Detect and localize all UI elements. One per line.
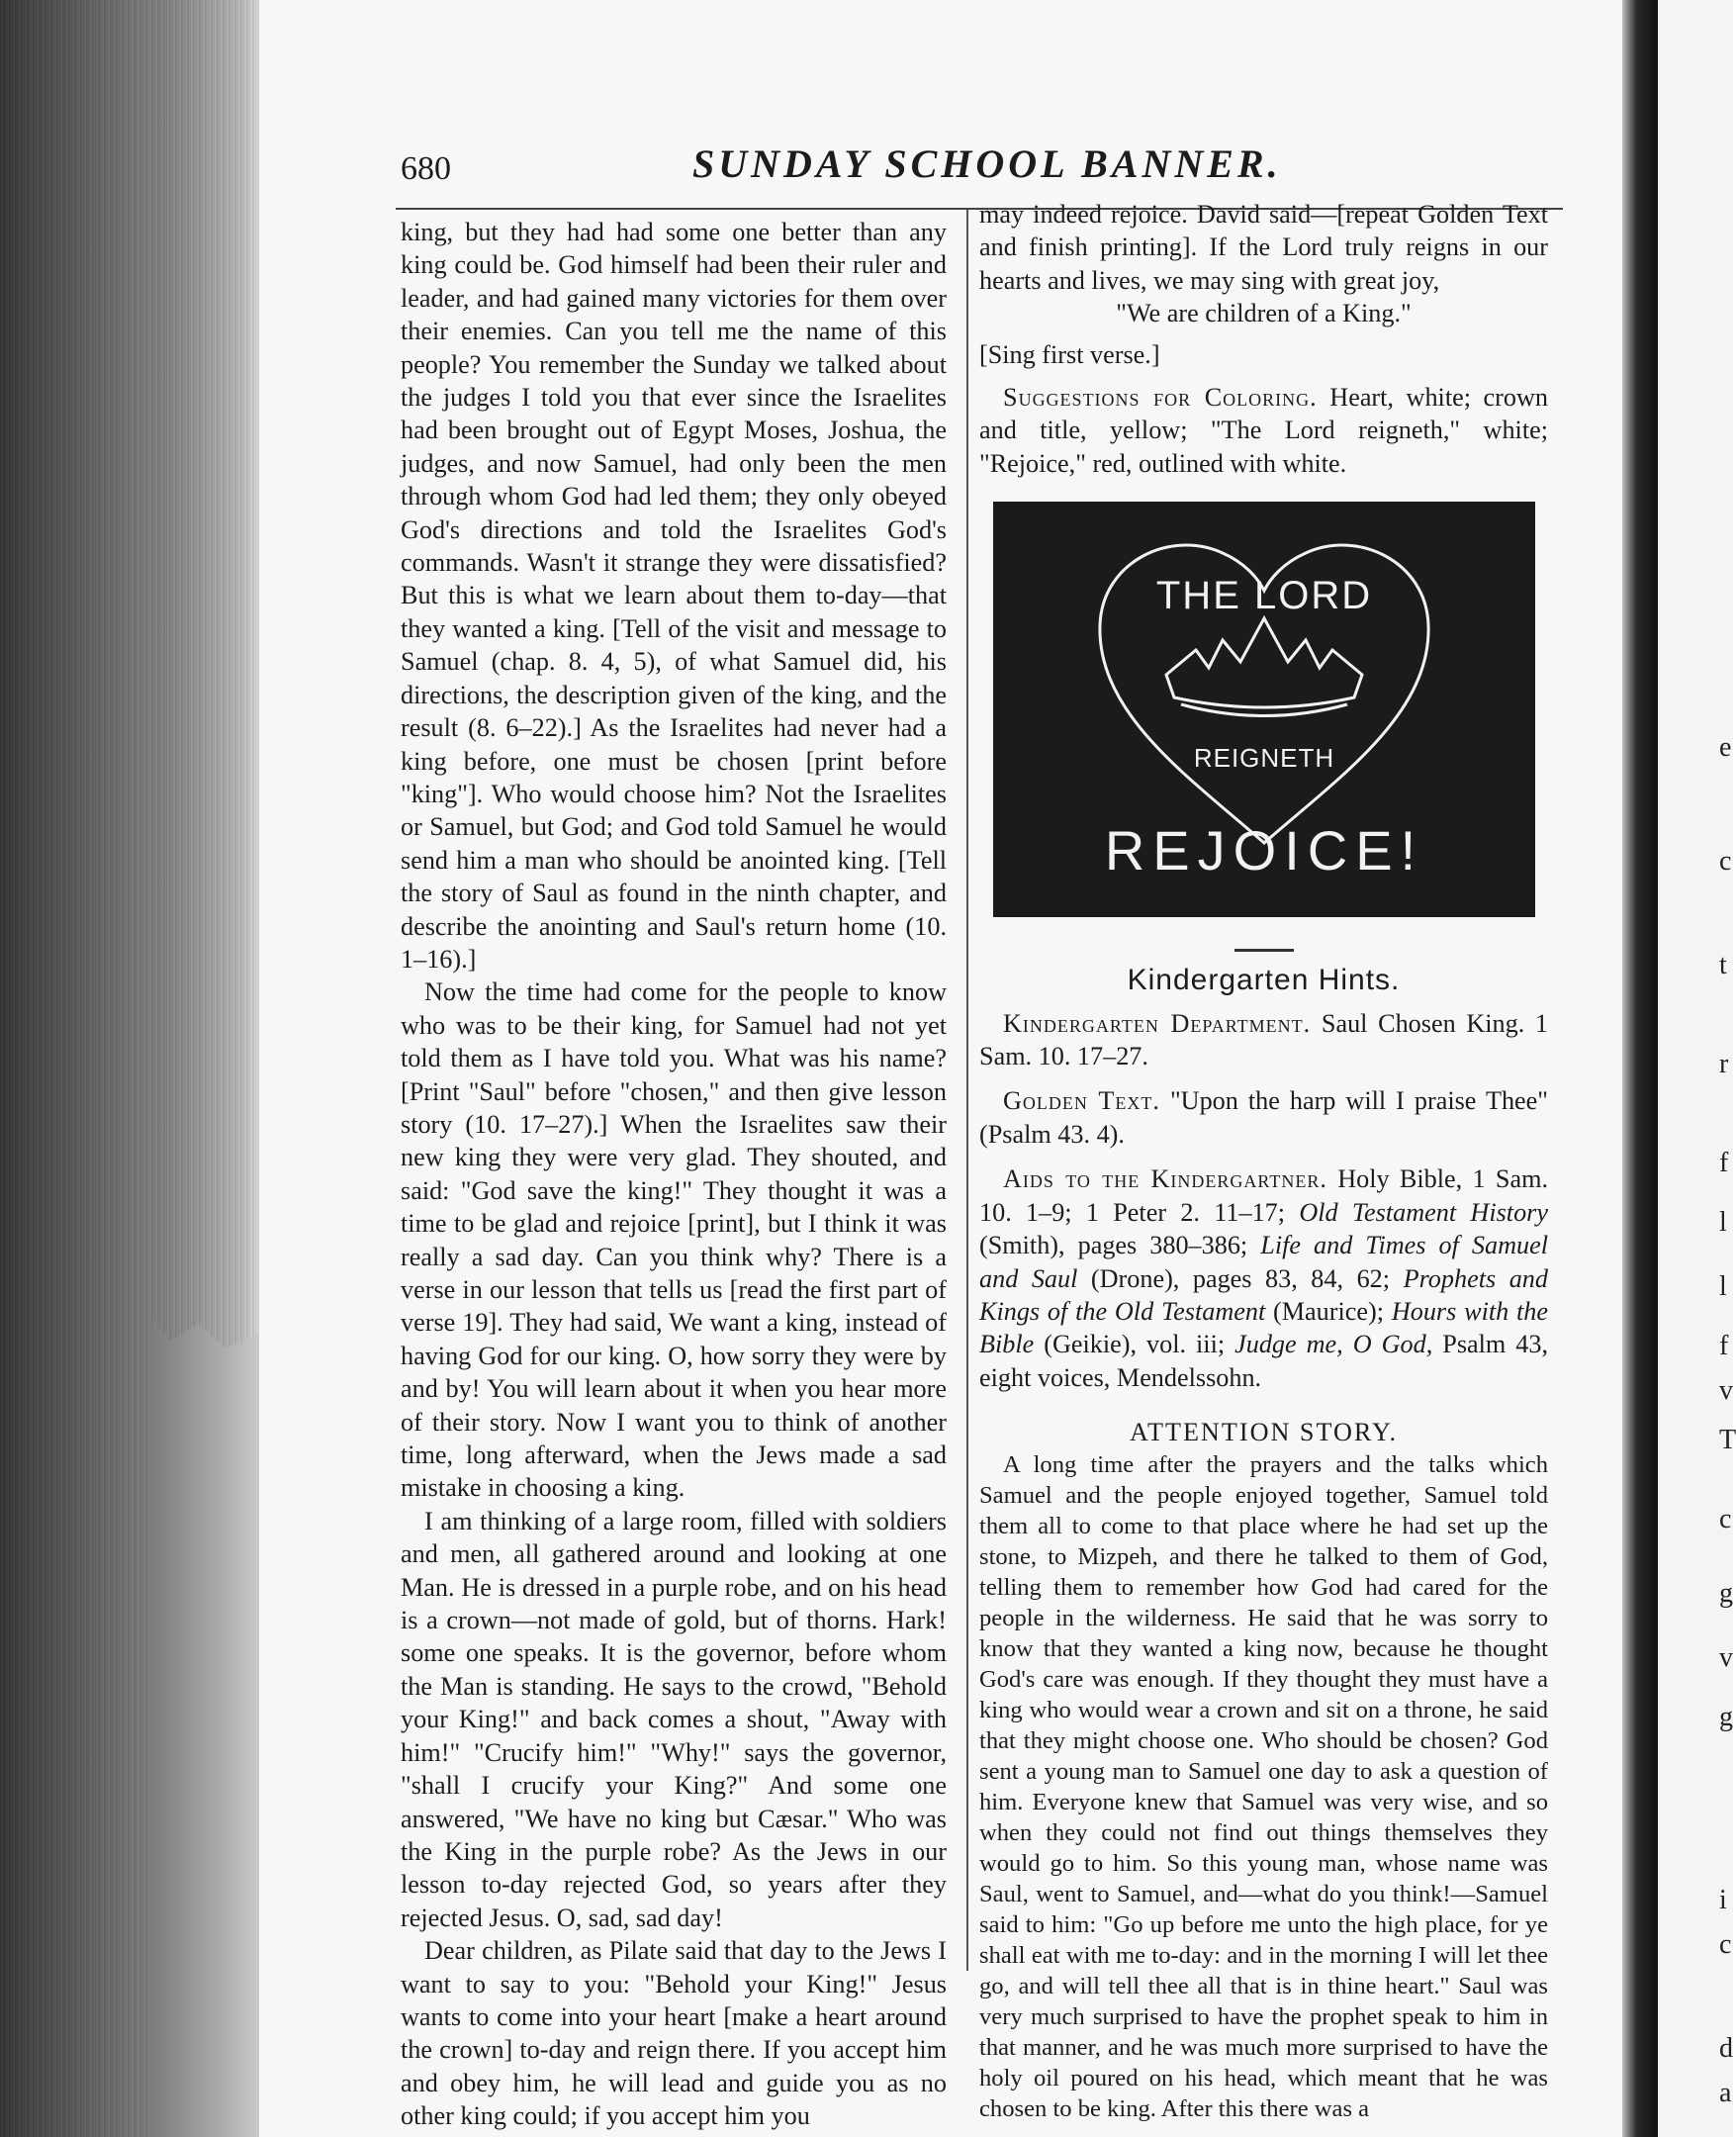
column-divider xyxy=(966,210,968,1971)
sing-instruction: [Sing first verse.] xyxy=(979,339,1160,369)
book-gutter xyxy=(1622,0,1658,2137)
next-page-letter: v xyxy=(1719,1375,1733,1406)
running-head: SUNDAY SCHOOL BANNER. xyxy=(692,141,1282,186)
paragraph: Dear children, as Pilate said that day to the Jews I want to say to you: "Behold your King!" Jesus wants to come into your heart [make a heart around the crown] to-day and reign there. If you accept him and obey him, he will lead and guide you as no other king could; if you accept him you xyxy=(401,1936,947,2131)
book-fore-edge-shadow xyxy=(148,1316,259,2137)
aids-text: (Geikie), vol. iii; xyxy=(1034,1330,1235,1359)
aids-label: Aids to the Kindergartner. xyxy=(1003,1164,1327,1194)
section-rule xyxy=(1234,949,1294,952)
golden-text: "Upon the harp will I praise Thee" (Psalm 43. 4). xyxy=(979,1086,1548,1149)
next-page-letter: i xyxy=(1719,1885,1727,1915)
aids-text: Holy Bible, 1 Sam. 10. 1–9; 1 Peter 2. 11–17; xyxy=(979,1164,1548,1227)
next-page-edge xyxy=(1658,0,1736,2137)
coloring-text: Heart, white; crown and title, yellow; "The Lord reigneth," white; "Rejoice," red, outlined with white. xyxy=(979,383,1548,478)
paragraph: may indeed rejoice. David said—[repeat Golden Text and finish printing]. If the Lord truly reigns in our hearts and lives, we may sing with great joy, xyxy=(979,200,1548,295)
story-heading: ATTENTION STORY. xyxy=(1129,1418,1399,1447)
next-page-letter: g xyxy=(1719,1702,1733,1732)
heart-crown-svg xyxy=(993,502,1535,917)
illustration-line3: REJOICE! xyxy=(1104,819,1423,883)
next-page-letter: l xyxy=(1719,1207,1727,1238)
aids-line xyxy=(979,1162,1548,1394)
next-page-letter: T xyxy=(1719,1425,1736,1455)
next-page-letter: d xyxy=(1719,2033,1733,2064)
next-page-letter: l xyxy=(1719,1271,1727,1302)
hymn-quote: "We are children of a King." xyxy=(1116,299,1412,328)
next-page-letter: c xyxy=(1719,1504,1732,1534)
next-page-letter: a xyxy=(1719,2078,1732,2108)
book-title: Old Testament History xyxy=(1299,1197,1548,1227)
next-page-letter: r xyxy=(1719,1049,1729,1079)
crown-icon xyxy=(1166,618,1362,707)
story-paragraph: A long time after the prayers and the talks which Samuel and the people enjoyed together, Samuel told them all to come to that place where he had set up the stone, to Mizpeh, and there he talked to them of God, telling them to remember how God had cared for the people in the wilderness. He said that he was sorry to know that they wanted a king now, because he thought God's care was enough. If they thought they must have a king who would wear a crown and sit on a throne, he said that they might choose one. Who should be chosen? God sent a young man to Samuel one day to ask a question of him. Everyone knew that Samuel was very wise, and so when they could not find out things themselves they would go to him. So this young man, whose name was Saul, went to Samuel, and—what do you think!—Samuel said to him: "Go up before me unto the high place, for ye shall eat with me to-day: and in the morning I will let thee go, and will tell thee all that is in thine heart." Saul was very much surprised to have the prophet speak to him in that manner, and he was much more surprised to have the holy oil poured on his head, which meant that he was chosen to be king. After this there was a xyxy=(979,1450,1548,2122)
golden-text-label: Golden Text. xyxy=(1003,1086,1160,1116)
aids-text: Psalm 43, eight voices, Mendelssohn. xyxy=(979,1330,1548,1392)
aids-text: (Drone), pages 83, 84, 62; xyxy=(1077,1263,1404,1293)
right-column xyxy=(979,198,1548,2124)
coloring-label: Suggestions for Coloring. xyxy=(1003,383,1318,413)
music-title: Judge me, O God, xyxy=(1234,1330,1433,1359)
paragraph: I am thinking of a large room, filled with soldiers and men, all gathered around and looking at one Man. He is dressed in a purple robe, and on his head is a crown—not made of gold, but of thorns. Hark! some one speaks. It is the governor, before whom the Man is standing. He says to the crowd, "Behold your King!" and back comes a shout, "Away with him!" "Crucify him!" "Why!" says the governor, "shall I crucify your King?" And some one answered, "We have no king but Cæsar." Who was the King in the purple robe? As the Jews in our lesson to-day rejected God, so years after they rejected Jesus. O, sad, sad day! xyxy=(401,1506,947,1932)
paragraph: Now the time had come for the people to know who was to be their king, for Samuel had not yet told them as I have told you. What was his name? [Print "Saul" before "chosen," and then give lesson story (10. 17–27).] When the Israelites saw their new king they were very glad. They shouted, and said: "God save the king!" They thought it was a time to be glad and rejoice [print], but I think it was really a sad day. Can you think why? There is a verse in our lesson that tells us [read the first part of verse 19]. They had said, We want a king, instead of having God for our king. O, how sorry they were by and by! You will learn about it when you hear more of their story. Now I want you to think of another time, long afterward, when the Jews made a sad mistake in choosing a king. xyxy=(401,977,947,1503)
page-number: 680 xyxy=(401,150,451,187)
aids-text: (Smith), pages 380–386; xyxy=(979,1231,1261,1260)
book-title: Life and Times of Samuel and Saul xyxy=(979,1231,1549,1293)
coloring-suggestions xyxy=(979,381,1548,480)
illustration-line1: THE LORD xyxy=(1155,574,1372,618)
next-page-letter: c xyxy=(1719,1929,1732,1960)
next-page-letter: c xyxy=(1719,846,1732,877)
department-label: Kindergarten Department. xyxy=(1003,1008,1312,1038)
next-page-letter: f xyxy=(1719,1331,1729,1361)
next-page-letter: f xyxy=(1719,1148,1729,1178)
book-title: Hours with the Bible xyxy=(979,1296,1549,1359)
department-text: Saul Chosen King. 1 Sam. 10. 17–27. xyxy=(979,1008,1549,1071)
book-title: Prophets and Kings of the Old Testament xyxy=(979,1263,1548,1326)
department-line xyxy=(979,1007,1548,1073)
paragraph: king, but they had had some one better than any king could be. God himself had been their ruler and leader, and had gained many victories for them over their enemies. Can you tell me the name of this people? You remember the Sunday we talked about the judges I told you that ever since the Israelites had been brought out of Egypt Moses, Joshua, the judges, and now Samuel, had only been the men through whom God had led them; they only obeyed God's directions and told the Israelites God's commands. Wasn't it strange they were dissatisfied? But this is what we learn about them to-day—that they wanted a king. [Tell of the visit and message to Samuel (chap. 8. 4, 5), of what Samuel did, his directions, the description given of the king, and the result (8. 6–22).] As the Israelites had never had a king before, one must be chosen [print before "king"]. Who would choose him? Not the Israelites or Samuel, but God; and God told Samuel he would send him a man who should be anointed king. [Tell the story of Saul as found in the ninth chapter, and describe the anointing and Saul's return home (10. 1–16).] xyxy=(401,218,947,974)
aids-text: (Maurice); xyxy=(1265,1296,1392,1326)
illustration-line2: REIGNETH xyxy=(1193,743,1334,774)
next-page-letter: t xyxy=(1719,950,1727,980)
next-page-letter: v xyxy=(1719,1642,1733,1673)
next-page-letter: e xyxy=(1719,732,1732,763)
section-heading: Kindergarten Hints. xyxy=(1127,964,1401,997)
golden-text-line xyxy=(979,1084,1548,1151)
heart-illustration xyxy=(993,502,1535,917)
next-page-letter: g xyxy=(1719,1578,1733,1609)
left-column xyxy=(401,216,947,2133)
